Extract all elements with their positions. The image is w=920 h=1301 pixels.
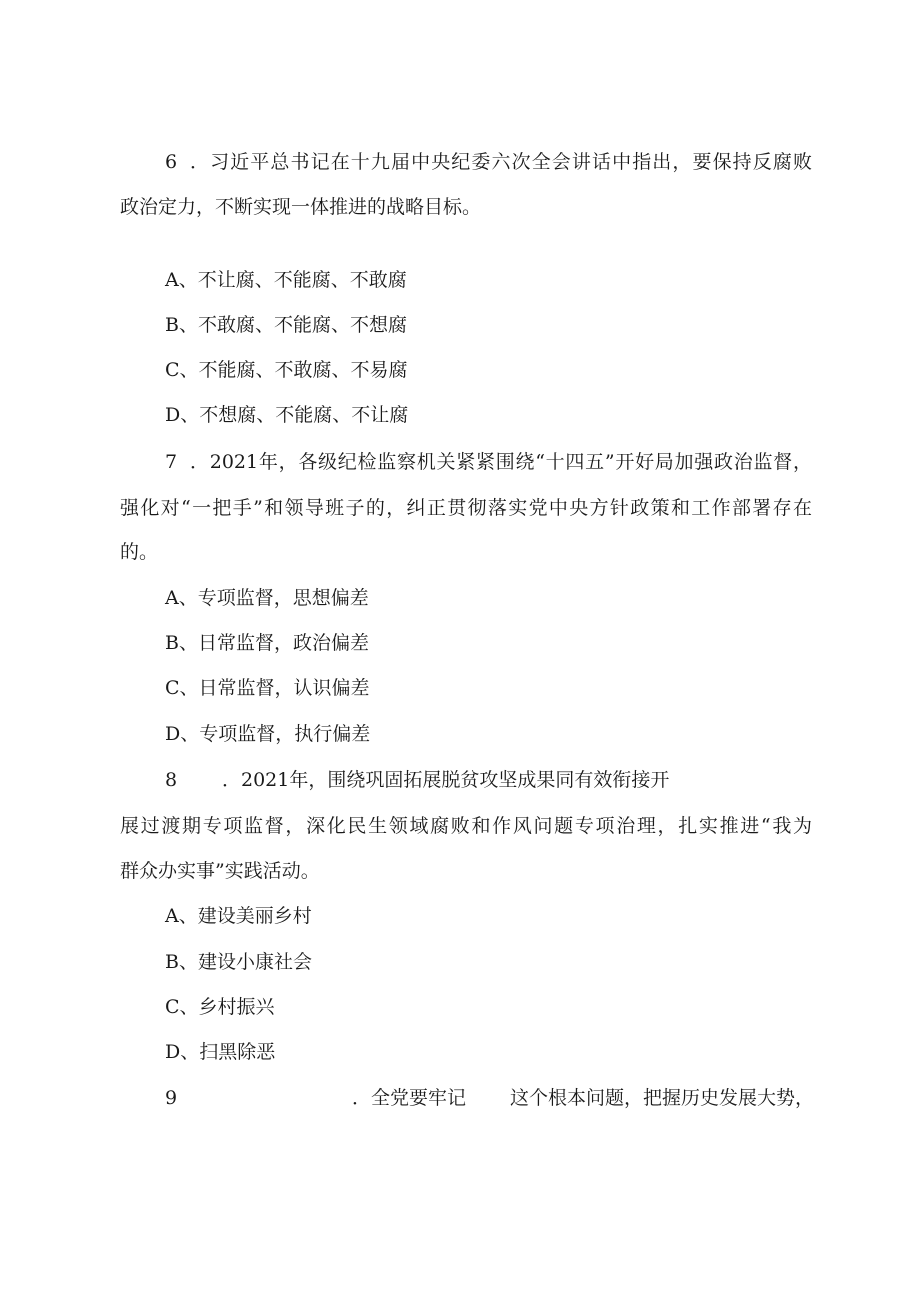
question-8-option-d: D、扫黑除恶 [165, 1041, 276, 1063]
question-6-option-d: D、不想腐、不能腐、不让腐 [165, 404, 409, 426]
question-8-number: 8 [165, 769, 178, 791]
question-8-option-c: C、乡村振兴 [165, 996, 275, 1018]
question-8-text: ．2021年，围绕巩固拓展脱贫攻坚成果同有效衔接开 [222, 769, 670, 791]
question-9-text: ．全党要牢记 [352, 1087, 467, 1109]
question-6-option-c: C、不能腐、不敢腐、不易腐 [165, 359, 408, 381]
question-9-text-cont: 这个根本问题，把握历史发展大势， [510, 1087, 815, 1109]
question-7-text-cont: 强化对“一把手”和领导班子的，纠正贯彻落实党中央方针政策和工作部署存在 [120, 497, 812, 519]
question-7-option-b: B、日常监督，政治偏差 [165, 632, 369, 654]
question-6-option-a: A、不让腐、不能腐、不敢腐 [165, 269, 407, 291]
question-7-option-a: A、专项监督，思想偏差 [165, 587, 369, 609]
question-6-option-b: B、不敢腐、不能腐、不想腐 [165, 314, 407, 336]
question-7-text: ．2021年，各级纪检监察机关紧紧围绕“十四五”开好局加强政治监督， [190, 451, 812, 473]
question-7-option-d: D、专项监督，执行偏差 [165, 723, 371, 745]
question-7-text-end: 的。 [120, 541, 159, 563]
question-6-text: ．习近平总书记在十九届中央纪委六次全会讲话中指出，要保持反腐败 [190, 151, 812, 173]
question-8-option-b: B、建设小康社会 [165, 951, 312, 973]
question-7-number: 7 [165, 451, 178, 473]
question-8-text-cont: 展过渡期专项监督，深化民生领域腐败和作风问题专项治理，扎实推进“我为 [120, 815, 812, 837]
question-6-number: 6 [165, 151, 178, 173]
question-8-text-end: 群众办实事”实践活动。 [120, 860, 320, 882]
question-7-option-c: C、日常监督，认识偏差 [165, 677, 370, 699]
question-8-option-a: A、建设美丽乡村 [165, 905, 312, 927]
question-6-text-cont: 政治定力，不断实现一体推进的战略目标。 [120, 196, 482, 218]
question-9-number: 9 [165, 1087, 178, 1109]
